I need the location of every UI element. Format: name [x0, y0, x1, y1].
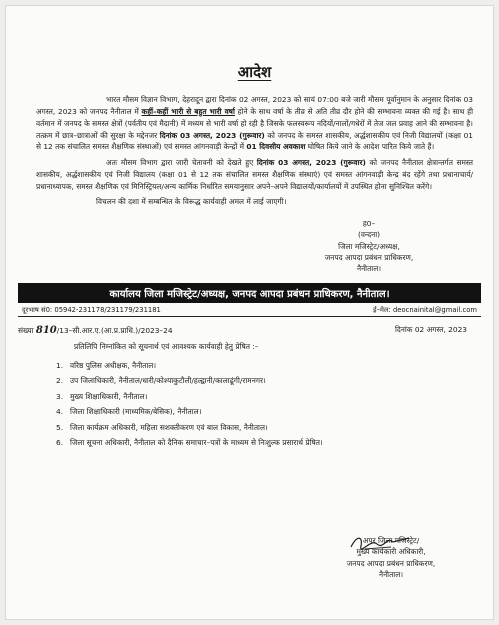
copy-intro: प्रतिलिपि निम्नांकित को सूचनार्थ एवं आवश्यक कार्यवाही हेतु प्रेषित :– [74, 341, 259, 351]
reference-number [18, 325, 173, 336]
list-text: वरिष्ठ पुलिस अधीक्षक, नैनीताल। [70, 360, 157, 370]
list-number: 3. [56, 391, 64, 401]
list-text: जिला कार्यक्रम अधिकारी, महिला सशक्तीकरण एवं बाल विकास, नैनीताल। [70, 422, 268, 432]
handwritten-number: 810 [35, 324, 57, 336]
list-item [56, 406, 473, 417]
signature-line: जनपद आपदा प्रबंधन प्राधिकरण, [324, 253, 414, 262]
para2-highlight-date: दिनांक 03 अगस्त, 2023 (गुरूवार) [256, 158, 366, 168]
list-text: उप जिलाधिकारी, नैनीताल/धारी/कोश्याकुटौली/हल्द्वानी/कालाढूंगी/रामनगर। [70, 376, 266, 386]
para1-text-3: को जनपद के समस्त शासकीय, अर्द्धशासकीय एवं निजी विद्यालयों (कक्षा 01 से 12 तक संचालित समस्त शैक्षणिक संस्थाओं) एवं समस्त आंगनवाड़ी केन्द्रों में [36, 130, 473, 152]
signature-line: जनपद आपदा प्रबंधन प्राधिकरण, [346, 558, 436, 568]
signature-line: नैनीताल। [356, 264, 382, 274]
order-paragraph-3: विचलन की दशा में सम्बन्धित के विरूद्ध कार्यवाही अमल में लाई जाएगी। [96, 196, 287, 206]
order-title: आदेश [237, 63, 272, 81]
signature-line: नैनीताल। [378, 570, 404, 580]
signature-line: (वन्दना) [357, 230, 381, 240]
signature-line: जिला मजिस्ट्रेट/अध्यक्ष, [338, 241, 400, 251]
order-paragraph-1 [36, 94, 473, 153]
reference-line [18, 325, 473, 336]
reference-prefix: संख्या [18, 325, 34, 335]
list-item [56, 375, 473, 386]
document-page [6, 6, 493, 619]
signature-block-adm [316, 535, 466, 581]
list-text: जिला शिक्षाधिकारी (माध्यमिक/बेसिक), नैनीताल। [70, 407, 202, 417]
para1-highlight-holiday: 01 दिवसीय अवकाश [246, 142, 306, 152]
para1-text-1: भारत मौसम विज्ञान विभाग, देहरादून द्वारा दिनांक 02 अगस्त, 2023 को सायं 07:00 बजे जारी मौसम पूर्वानुमान के अनुसार दिनांक 03 अगस्त, 2023 को जनपद नैनीताल में [36, 95, 473, 116]
list-number: 5. [56, 422, 64, 432]
list-number: 1. [56, 360, 64, 370]
signature-line: ह0– [362, 218, 376, 228]
order-paragraph-2 [36, 157, 473, 193]
list-text: जिला सूचना अधिकारी, नैनीताल को दैनिक समाचार–पत्रों के माध्यम से निःशुल्क प्रसारार्थ प्रेषित। [70, 438, 323, 448]
list-item [56, 422, 473, 433]
signature-line: अपर जिला मजिस्ट्रेट/ [362, 536, 420, 545]
copy-recipient-list [36, 360, 473, 449]
list-item [56, 360, 473, 371]
list-item [56, 437, 473, 448]
email-address: ई–मेल: deocnainital@gmail.com [373, 305, 477, 314]
para2-text-1: अतः मौसम विभाग द्वारा जारी चेतावनी को देखते हुए [106, 158, 257, 168]
office-header-bar: कार्यालय जिला मजिस्ट्रेट/अध्यक्ष, जनपद आपदा प्रबंधन प्राधिकरण, नैनीताल। [18, 283, 481, 303]
signature-block-dm [294, 218, 444, 275]
para1-text-4: घोषित किये जाने के आदेश पारित किये जाते हैं। [305, 142, 435, 152]
para1-highlight-rainfall: कहीं–कहीं भारी से बहुत भारी वर्षा [141, 106, 235, 116]
para1-highlight-date: दिनांक 03 अगस्त, 2023 (गुरूवार) [159, 130, 265, 140]
phone-number: दूरभाष सं0: 05942-231178/231179/231181 [22, 305, 161, 314]
para2-text-2: को जनपद नैनीताल क्षेत्रान्तर्गत समस्त शासकीय, अर्द्धशासकीय एवं निजी विद्यालय (कक्षा 01 से 12 तक संचालित समस्त शैक्षणिक संस्थाएं) एवं समस्त आंगनवाड़ी केन्द्र बंद रहेंगे तथा प्रधानाचार्य/प्रधानाध्यापक, समस्त शैक्षणिक एवं मिनिस्ट्रियल/अन्य कार्मिक निर्धारित समयानुसार अपने–अपने विद्यालयों/कार्यालयों में उपस्थित होना सुनिश्चित करेंगे। [36, 158, 473, 191]
list-text: मुख्य शिक्षाधिकारी, नैनीताल। [70, 391, 148, 401]
reference-suffix: /13–सी.आर.ए.(आ.प्र.प्राधि.)/2023–24 [56, 325, 173, 335]
list-item [56, 391, 473, 402]
list-number: 2. [56, 376, 64, 386]
contact-line [18, 303, 481, 317]
list-number: 4. [56, 407, 64, 417]
reference-date: दिनांक 02 अगस्त, 2023 [394, 324, 467, 334]
signature-line: मुख्य कार्यकारी अधिकारी, [356, 547, 426, 557]
para1-text-2: होने के साथ वर्षा के तीव्र से अति तीव्र दौर होने की सम्भावना व्यक्त की गई है। साथ ही वर्तमान में जनपद के समस्त क्षेत्रों (पर्वतीय एवं मैदानी) में मध्यम से भारी वर्षा हो रही है जिसके फलस्वरूप नदियों/नालों/गधेरों में तेज जल प्रवाह आने की सम्भावना है। तत्क्रम में छात्र–छात्राओं की सुरक्षा के मद्देनजर [36, 106, 473, 140]
list-number: 6. [56, 438, 64, 448]
